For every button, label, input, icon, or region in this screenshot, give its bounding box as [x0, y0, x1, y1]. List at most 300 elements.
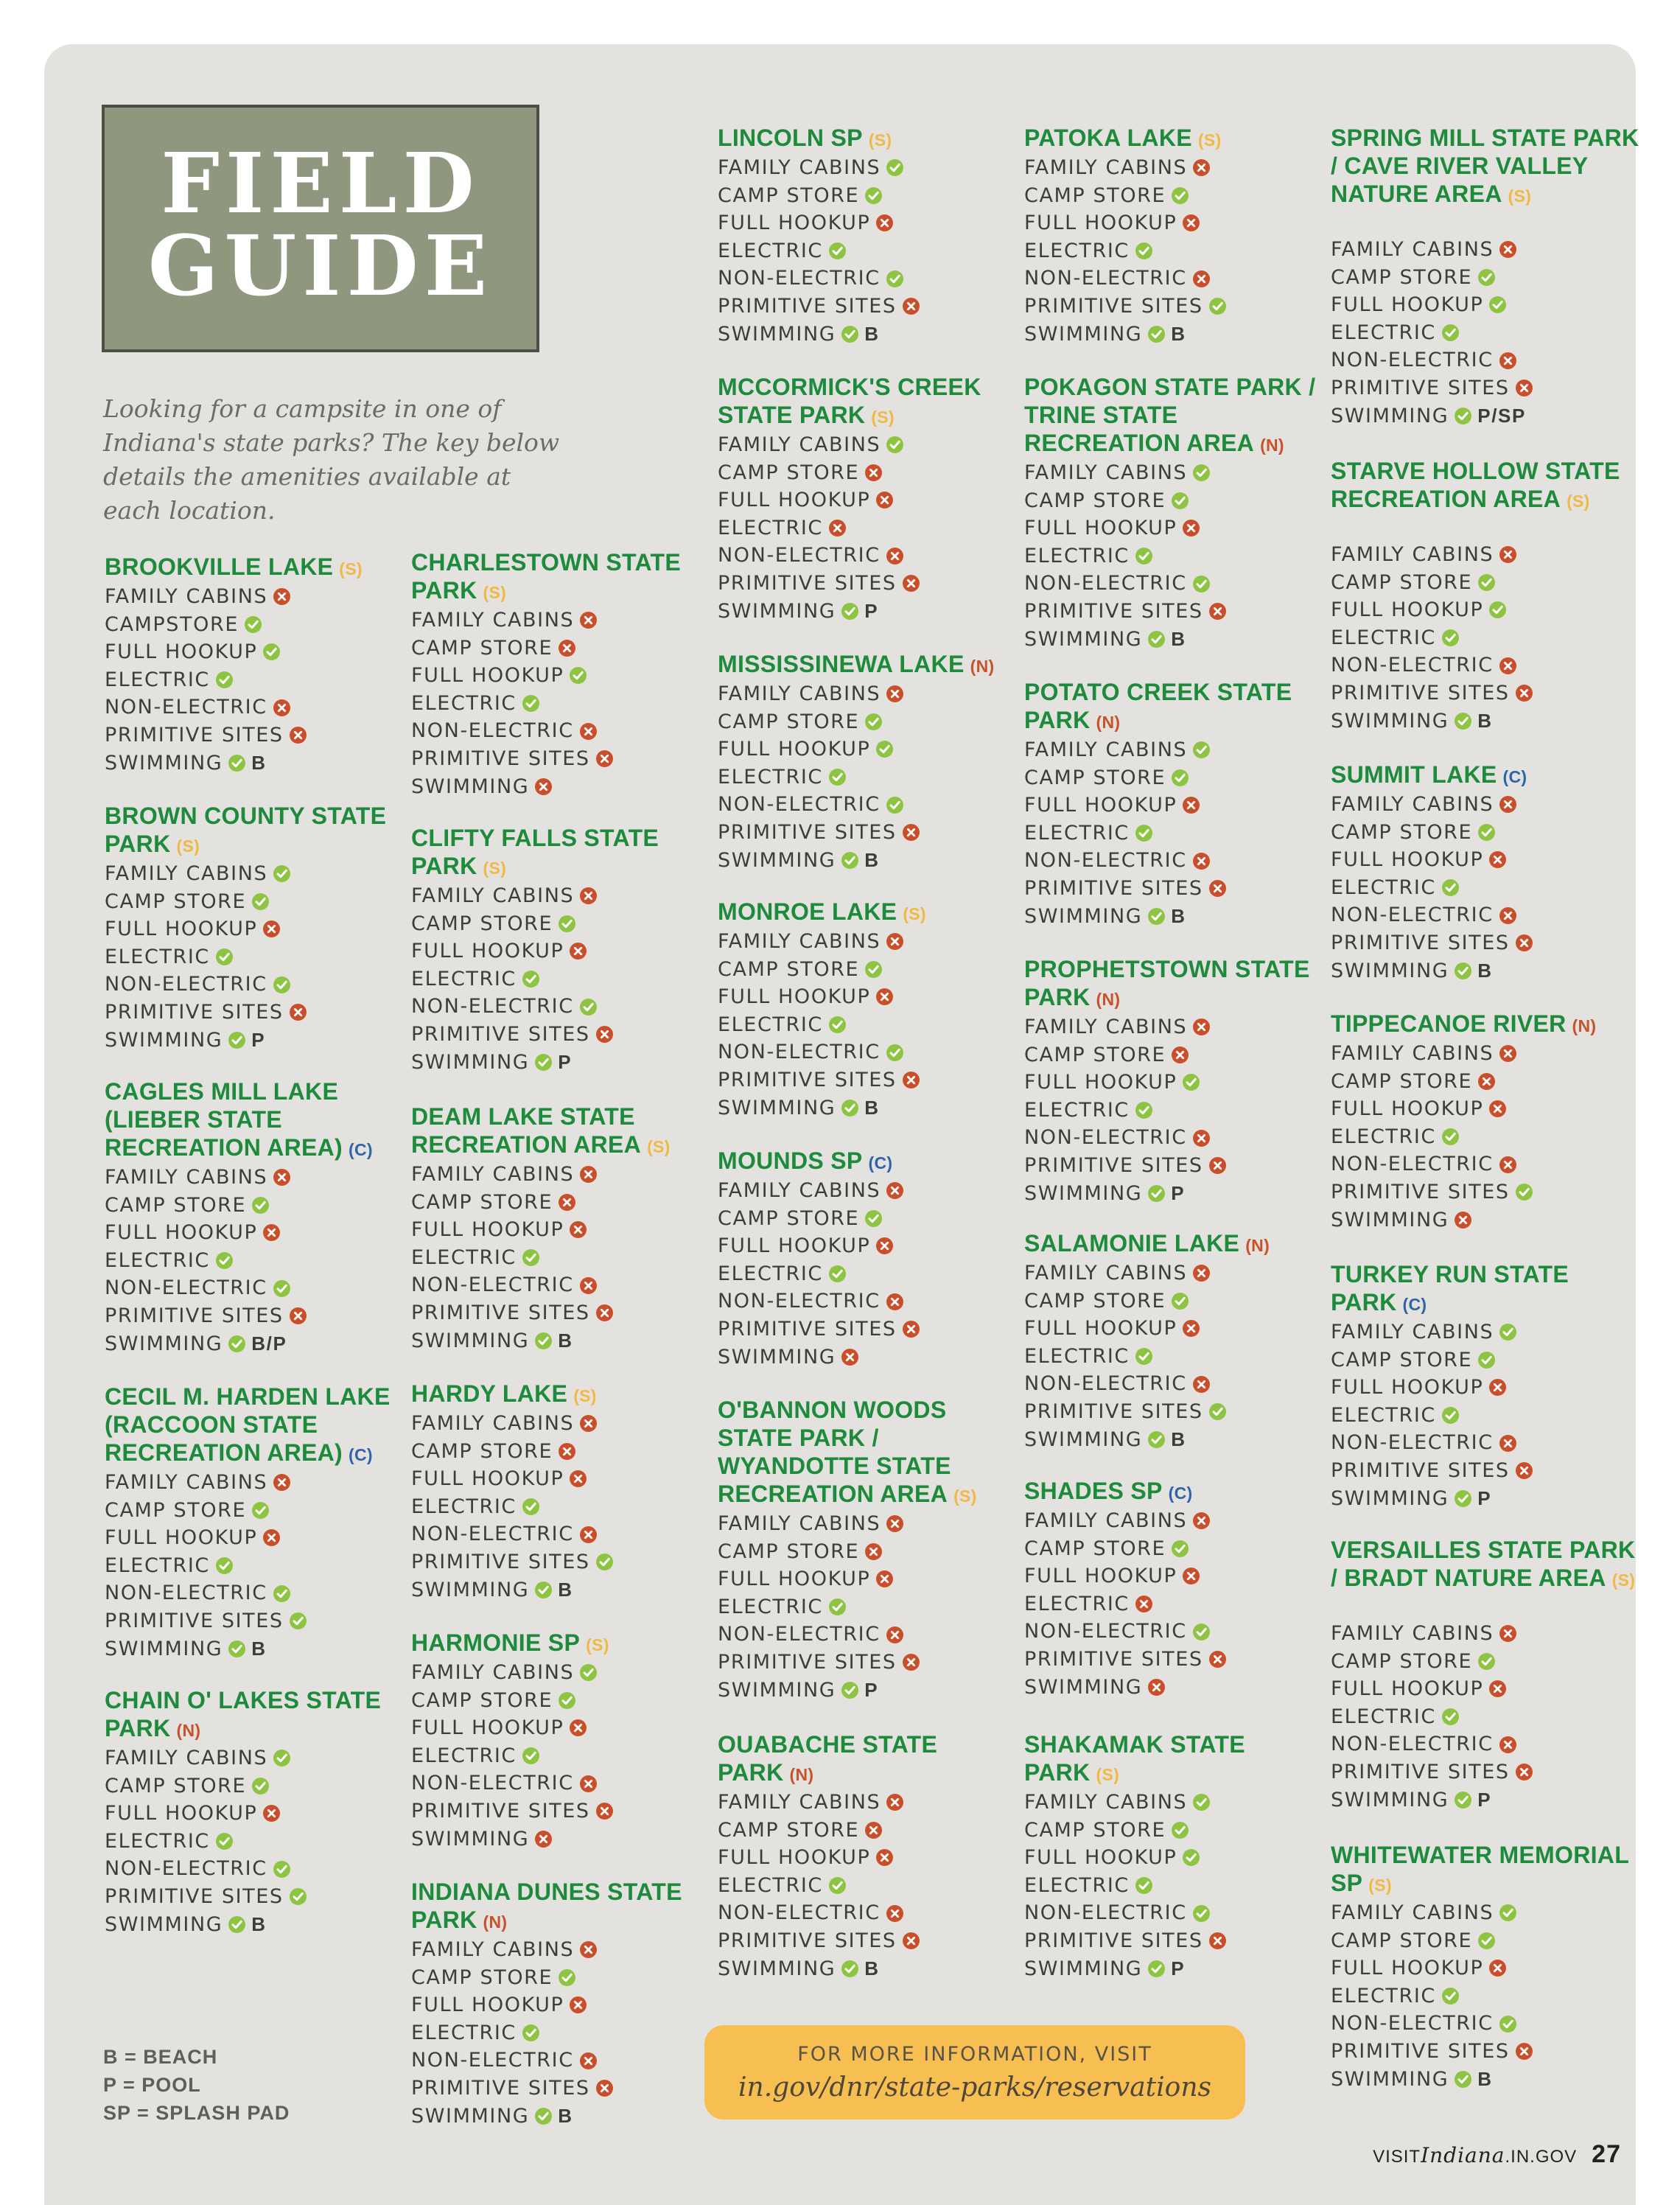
check-icon [1172, 1540, 1189, 1557]
amenity-label: FULL HOOKUP [1331, 1097, 1484, 1121]
swim-type: B [251, 1637, 267, 1660]
amenity-row [1024, 459, 1334, 487]
cross-icon [865, 1543, 882, 1560]
amenity-row [411, 745, 721, 773]
amenity-label: FAMILY CABINS [718, 433, 881, 456]
amenity-row [105, 1247, 414, 1275]
legend-item: B = BEACH [103, 2046, 218, 2068]
cross-icon [1489, 851, 1506, 868]
amenity-row [1331, 1374, 1640, 1402]
amenity-row [1024, 1674, 1334, 1702]
cross-icon [876, 214, 893, 231]
check-icon [228, 1640, 245, 1657]
amenity-row [1331, 1730, 1640, 1758]
cross-icon [886, 685, 903, 702]
amenity-label: CAMP STORE [411, 1439, 553, 1463]
amenity-row [718, 237, 1027, 265]
check-icon [1442, 879, 1459, 896]
park-name [1024, 678, 1334, 736]
amenity-row [411, 690, 721, 718]
check-icon [829, 1598, 846, 1615]
amenity-label: SWIMMING [1331, 1788, 1449, 1811]
park-name-text: HARDY LAKE [411, 1380, 568, 1407]
park-name [1024, 1730, 1334, 1789]
check-icon [580, 999, 597, 1016]
amenity-row [718, 542, 1027, 570]
region-tag: (S) [586, 1635, 609, 1654]
check-icon [1442, 1128, 1459, 1145]
amenity-row [411, 1244, 721, 1272]
amenity-label: CAMP STORE [105, 890, 247, 913]
amenity-label: ELECTRIC [718, 1262, 823, 1285]
check-icon [559, 1969, 575, 1986]
cross-icon [886, 1626, 903, 1643]
cross-icon [1489, 1100, 1506, 1117]
cross-icon [1489, 1680, 1506, 1697]
amenity-label: SWIMMING [1024, 1675, 1143, 1699]
amenity-row [1024, 487, 1334, 515]
check-icon [273, 1750, 290, 1767]
amenity-label: FULL HOOKUP [1024, 1071, 1177, 1094]
amenity-row [105, 971, 414, 999]
amenity-label: PRIMITIVE SITES [1024, 1929, 1203, 1952]
title-line-1: FIELD [161, 136, 480, 232]
amenity-label: ELECTRIC [1331, 1125, 1436, 1148]
cross-icon [1193, 1512, 1210, 1529]
info-link[interactable]: in.gov/dnr/state-parks/reservations [738, 2072, 1211, 2103]
check-icon [273, 1280, 290, 1297]
amenity-label: PRIMITIVE SITES [1331, 2039, 1510, 2063]
amenity-label: SWIMMING [1024, 904, 1143, 928]
amenity-label: PRIMITIVE SITES [718, 1929, 897, 1952]
check-icon [886, 1044, 903, 1061]
check-icon [522, 971, 539, 988]
amenity-label: ELECTRIC [718, 239, 823, 262]
check-icon [535, 2108, 552, 2125]
amenity-row [411, 1687, 721, 1715]
amenity-row [1331, 2066, 1640, 2094]
legend-item: SP = SPLASH PAD [103, 2102, 290, 2124]
amenity-row [411, 1548, 721, 1576]
region-tag: (S) [483, 583, 507, 602]
amenity-label: SWIMMING [1331, 404, 1449, 427]
amenity-row [105, 638, 414, 666]
check-icon [1172, 1822, 1189, 1839]
amenity-row [1331, 1150, 1640, 1178]
amenity-label: FULL HOOKUP [105, 1221, 258, 1245]
amenity-row [718, 1177, 1027, 1205]
check-icon [252, 893, 269, 910]
check-icon [1455, 962, 1471, 979]
amenity-row [411, 1216, 721, 1244]
amenity-row [411, 662, 721, 690]
cross-icon [1499, 1156, 1516, 1173]
amenity-label: PRIMITIVE SITES [1331, 1180, 1510, 1203]
check-icon [216, 948, 233, 965]
amenity-label: SWIMMING [1331, 709, 1449, 733]
amenity-row [1331, 319, 1640, 347]
amenity-label: ELECTRIC [105, 1248, 210, 1272]
amenity-row [411, 1327, 721, 1355]
check-icon [1148, 908, 1165, 925]
amenity-row [1024, 1899, 1334, 1927]
park-name-text: OUABACHE STATE PARK [718, 1731, 938, 1786]
park-entry [105, 1686, 414, 1938]
amenity-row [1024, 237, 1334, 265]
cross-icon [1193, 1130, 1210, 1147]
amenity-label: CAMP STORE [1331, 570, 1473, 594]
check-icon [1193, 1905, 1210, 1922]
amenity-label: SWIMMING [105, 1637, 223, 1660]
cross-icon [1499, 1625, 1516, 1642]
amenity-label: SWIMMING [718, 1345, 836, 1369]
amenity-row [1331, 346, 1640, 374]
amenity-row [411, 1410, 721, 1438]
amenity-label: FULL HOOKUP [718, 1234, 871, 1258]
amenity-label: PRIMITIVE SITES [718, 1068, 897, 1091]
check-icon [1499, 2016, 1516, 2033]
amenity-row [105, 999, 414, 1027]
cross-icon [559, 1443, 575, 1460]
swim-type: B [864, 1957, 880, 1979]
park-name-text: SPRING MILL STATE PARK / CAVE RIVER VALLEY NATURE AREA [1331, 125, 1639, 207]
amenity-label: NON-ELECTRIC [1024, 1620, 1187, 1643]
amenity-row [411, 1825, 721, 1853]
amenity-label: FULL HOOKUP [1331, 1677, 1484, 1701]
cross-icon [580, 723, 597, 740]
amenity-label: NON-ELECTRIC [718, 267, 881, 290]
amenity-label: FAMILY CABINS [105, 862, 268, 885]
amenity-label: FAMILY CABINS [411, 884, 575, 907]
amenity-label: FAMILY CABINS [718, 156, 881, 179]
amenity-row [1024, 1590, 1334, 1618]
amenity-label: FULL HOOKUP [411, 1218, 564, 1242]
footer-visit: VISIT [1373, 2147, 1421, 2167]
amenity-label: SWIMMING [718, 1678, 836, 1702]
region-tag: (S) [339, 559, 363, 579]
amenity-label: FAMILY CABINS [411, 609, 575, 632]
park-name [1331, 1536, 1640, 1620]
amenity-row [411, 717, 721, 745]
amenity-label: ELECTRIC [1024, 1592, 1130, 1615]
check-icon [273, 976, 290, 993]
swim-type: B [251, 751, 267, 774]
region-tag: (N) [1572, 1016, 1597, 1035]
amenity-label: SWIMMING [718, 848, 836, 872]
amenity-label: NON-ELECTRIC [105, 973, 267, 996]
title-line-2: GUIDE [147, 218, 494, 315]
amenity-row [718, 1205, 1027, 1233]
amenity-label: ELECTRIC [718, 516, 823, 539]
check-icon [216, 1252, 233, 1269]
amenity-label: PRIMITIVE SITES [411, 1301, 590, 1324]
amenity-label: SWIMMING [1331, 2067, 1449, 2091]
amenity-label: SWIMMING [105, 1332, 223, 1355]
park-entry [1024, 1229, 1334, 1453]
amenity-label: NON-ELECTRIC [105, 1276, 267, 1300]
check-icon [841, 326, 858, 343]
amenity-row [1331, 1068, 1640, 1096]
swim-type: P [1171, 1957, 1186, 1979]
amenity-label: PRIMITIVE SITES [718, 1317, 897, 1341]
check-icon [865, 187, 882, 204]
park-name-text: CHAIN O' LAKES STATE PARK [105, 1687, 382, 1741]
check-icon [886, 797, 903, 814]
check-icon [1209, 298, 1226, 315]
amenity-row [1331, 1703, 1640, 1731]
check-icon [829, 1265, 846, 1282]
amenity-label: FULL HOOKUP [718, 212, 871, 235]
amenity-label: ELECTRIC [411, 1245, 517, 1269]
amenity-row [411, 1659, 721, 1687]
cross-icon [886, 1293, 903, 1310]
amenity-row [1024, 514, 1334, 542]
check-icon [1148, 1185, 1165, 1202]
park-entry [1331, 1841, 1640, 2093]
amenity-label: SWIMMING [718, 599, 836, 623]
amenity-row [105, 943, 414, 971]
region-tag: (S) [1197, 130, 1222, 150]
amenity-label: ELECTRIC [1024, 239, 1130, 262]
amenity-label: FAMILY CABINS [718, 930, 881, 953]
amenity-label: NON-ELECTRIC [411, 1273, 574, 1297]
amenity-label: NON-ELECTRIC [718, 544, 881, 567]
amenity-row [1331, 679, 1640, 707]
check-icon [290, 1888, 307, 1905]
region-tag: (C) [1168, 1484, 1193, 1503]
park-entry [718, 1147, 1027, 1371]
cross-icon [596, 2080, 613, 2097]
amenity-row [718, 209, 1027, 237]
amenity-row [105, 888, 414, 916]
amenity-label: SWIMMING [105, 751, 223, 775]
cross-icon [580, 1166, 597, 1183]
check-icon [829, 1016, 846, 1033]
amenity-row [1331, 1429, 1640, 1457]
amenity-label: FAMILY CABINS [1024, 156, 1188, 179]
cross-icon [596, 1803, 613, 1820]
amenity-label: SWIMMING [411, 1578, 530, 1601]
region-tag: (C) [1502, 767, 1527, 786]
cross-icon [1499, 1435, 1516, 1452]
amenity-label: CAMP STORE [411, 1190, 553, 1214]
amenity-row [1331, 569, 1640, 597]
amenity-label: ELECTRIC [105, 945, 210, 968]
park-name-text: POTATO CREEK STATE PARK [1024, 679, 1292, 733]
park-name-text: INDIANA DUNES STATE PARK [411, 1879, 682, 1933]
region-tag: (N) [1260, 436, 1284, 455]
amenity-label: NON-ELECTRIC [105, 696, 267, 719]
park-name-text: MONROE LAKE [718, 898, 897, 925]
amenity-row [1331, 1927, 1640, 1955]
amenity-row [411, 773, 721, 801]
amenity-row [1331, 707, 1640, 735]
cross-icon [1209, 1157, 1226, 1174]
park-entry [1024, 373, 1334, 653]
amenity-label: NON-ELECTRIC [411, 1523, 574, 1546]
check-icon [1478, 1352, 1495, 1369]
amenity-row [105, 1855, 414, 1883]
amenity-label: ELECTRIC [1331, 1705, 1436, 1728]
region-tag: (S) [483, 859, 507, 878]
swim-type: P [1171, 1181, 1186, 1204]
park-entry [1331, 1536, 1640, 1814]
amenity-row [105, 693, 414, 721]
check-icon [1478, 269, 1495, 286]
amenity-row [1331, 1758, 1640, 1786]
check-icon [1183, 1074, 1200, 1091]
amenity-row [105, 721, 414, 749]
amenity-row [1024, 209, 1334, 237]
amenity-row [105, 1635, 414, 1663]
amenity-label: NON-ELECTRIC [1024, 849, 1187, 873]
check-icon [829, 769, 846, 786]
park-entry [718, 650, 1027, 874]
amenity-label: FAMILY CABINS [1331, 1901, 1494, 1924]
park-name-text: HARMONIE SP [411, 1629, 581, 1656]
check-icon [228, 1335, 245, 1352]
amenity-row [105, 583, 414, 611]
park-entry [1024, 1730, 1334, 1982]
amenity-row [411, 965, 721, 993]
amenity-row [411, 1299, 721, 1327]
region-tag: (S) [1611, 1570, 1636, 1590]
check-icon [1148, 1960, 1165, 1977]
amenity-label: FULL HOOKUP [1331, 1957, 1484, 1980]
check-icon [1455, 1792, 1471, 1809]
cross-icon [570, 1719, 587, 1736]
cross-icon [580, 612, 597, 629]
amenity-label: CAMP STORE [1024, 766, 1166, 789]
amenity-label: FAMILY CABINS [1024, 1016, 1188, 1038]
amenity-row [718, 1817, 1027, 1845]
amenity-row [1024, 1927, 1334, 1955]
cross-icon [865, 1822, 882, 1839]
cross-icon [886, 1905, 903, 1922]
amenity-row [411, 1271, 721, 1299]
park-name [411, 1380, 721, 1410]
amenity-label: FAMILY CABINS [1024, 461, 1188, 484]
amenity-row [1024, 570, 1334, 598]
page-title [105, 136, 536, 315]
check-icon [228, 1032, 245, 1049]
amenity-label: NON-ELECTRIC [718, 1041, 881, 1064]
park-name [411, 548, 721, 607]
title-box [102, 105, 539, 352]
cross-icon [559, 640, 575, 657]
amenity-label: ELECTRIC [718, 765, 823, 789]
amenity-row [411, 1465, 721, 1493]
amenity-row [718, 847, 1027, 875]
cross-icon [1499, 546, 1516, 563]
amenity-label: ELECTRIC [1331, 1403, 1436, 1427]
amenity-row [1331, 291, 1640, 319]
amenity-row [411, 607, 721, 635]
amenity-label: ELECTRIC [105, 1829, 210, 1853]
park-entry [718, 898, 1027, 1122]
swim-type: P/SP [1477, 404, 1526, 427]
check-icon [1172, 187, 1189, 204]
amenity-label: CAMP STORE [718, 710, 860, 733]
check-icon [1478, 574, 1495, 591]
cross-icon [1499, 907, 1516, 924]
check-icon [886, 270, 903, 287]
cross-icon [570, 1221, 587, 1238]
park-name [411, 1878, 721, 1936]
park-name [718, 373, 1027, 431]
swim-type: P [864, 1678, 879, 1701]
cross-icon [1516, 380, 1533, 396]
park-entry [105, 1383, 414, 1663]
cross-icon [1516, 934, 1533, 951]
check-icon [580, 1664, 597, 1681]
amenity-row [105, 1911, 414, 1939]
amenity-label: NON-ELECTRIC [1024, 572, 1187, 595]
amenity-row [1331, 624, 1640, 652]
amenity-row [411, 882, 721, 910]
amenity-label: SWIMMING [411, 775, 530, 798]
amenity-row [105, 1579, 414, 1607]
swim-type: B/P [251, 1332, 287, 1355]
cross-icon [535, 1831, 552, 1848]
amenity-label: FULL HOOKUP [1024, 1317, 1177, 1341]
check-icon [841, 603, 858, 620]
check-icon [252, 1197, 269, 1214]
amenity-row [411, 1714, 721, 1742]
amenity-row [411, 910, 721, 938]
check-icon [1209, 1403, 1226, 1420]
amenity-row [718, 1565, 1027, 1593]
park-entry [1024, 1477, 1334, 1701]
amenity-row [105, 1164, 414, 1192]
check-icon [290, 1612, 307, 1629]
park-name [105, 1077, 414, 1164]
amenity-row [1024, 1507, 1334, 1535]
amenity-row [1024, 598, 1334, 626]
amenity-label: PRIMITIVE SITES [1331, 376, 1510, 399]
region-tag: (S) [1567, 492, 1590, 511]
cross-icon [1193, 1018, 1210, 1035]
check-icon [1193, 1794, 1210, 1811]
amenity-row [718, 1287, 1027, 1315]
park-name-text: MCCORMICK'S CREEK STATE PARK [718, 374, 981, 428]
cross-icon [596, 1304, 613, 1321]
amenity-row [718, 486, 1027, 514]
cross-icon [1499, 1736, 1516, 1753]
cross-icon [580, 2052, 597, 2069]
park-name [1024, 124, 1334, 154]
amenity-row [718, 293, 1027, 321]
amenity-label: NON-ELECTRIC [1331, 349, 1494, 372]
check-icon [535, 1332, 552, 1349]
cross-icon [1209, 880, 1226, 897]
amenity-label: NON-ELECTRIC [1331, 654, 1494, 677]
park-name [105, 1686, 414, 1744]
amenity-label: SWIMMING [411, 1827, 530, 1851]
amenity-row [105, 1469, 414, 1497]
check-icon [522, 695, 539, 712]
legend-item: P = POOL [103, 2074, 201, 2096]
amenity-row [1024, 293, 1334, 321]
amenity-row [105, 1883, 414, 1911]
cross-icon [903, 1321, 920, 1338]
amenity-label: CAMP STORE [1024, 1537, 1166, 1560]
amenity-label: ELECTRIC [718, 1013, 823, 1036]
amenity-row [411, 1797, 721, 1825]
amenity-row [718, 570, 1027, 598]
amenity-label: FULL HOOKUP [1024, 1846, 1177, 1870]
cross-icon [570, 943, 587, 960]
